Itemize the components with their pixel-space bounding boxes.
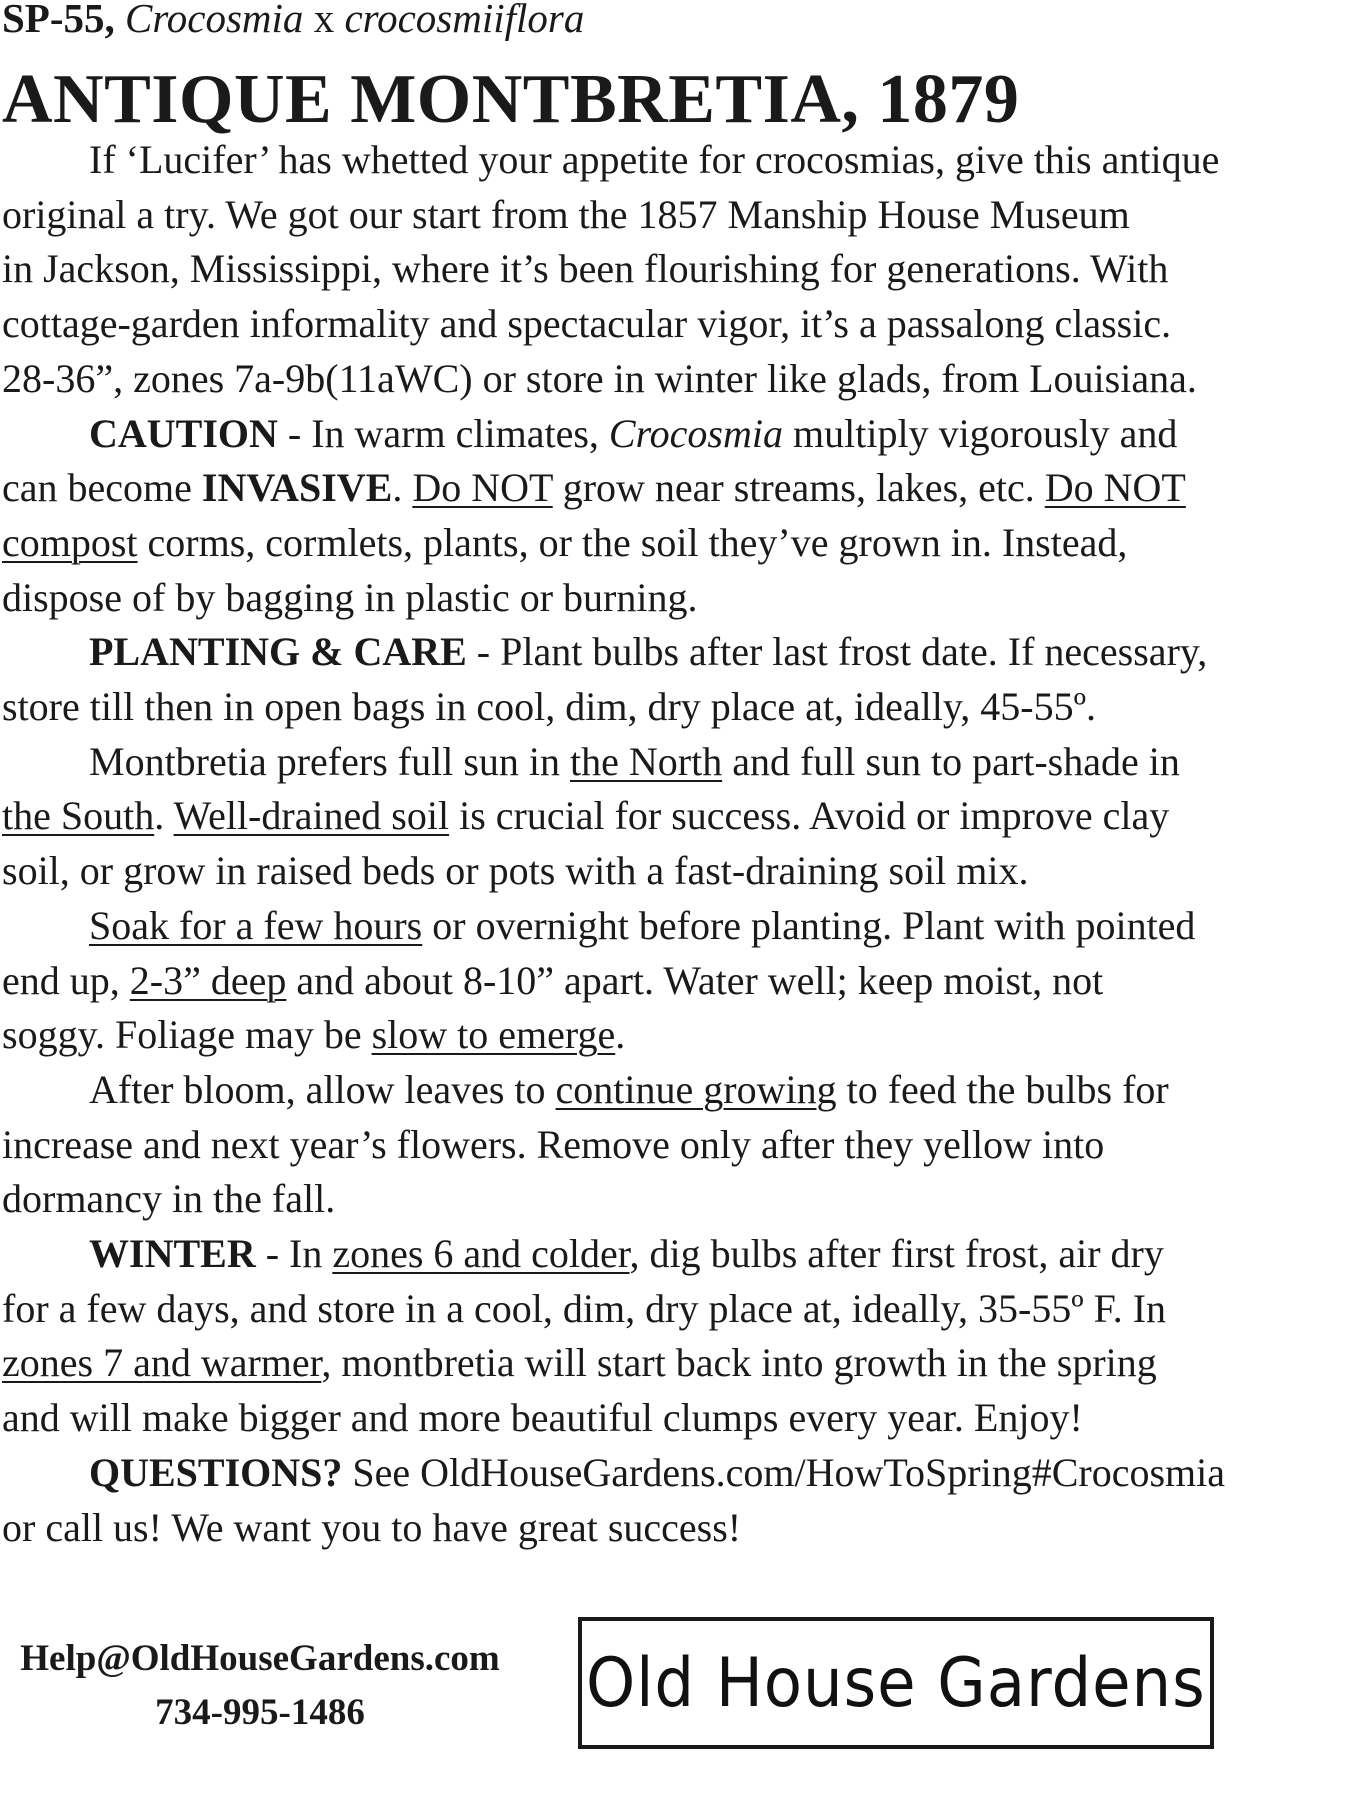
contact-block (0, 1632, 520, 1740)
text-run: , montbretia will start back into growth in the spring (321, 1340, 1157, 1386)
latin-genus: Crocosmia (125, 0, 304, 41)
winter-paragraph (2, 1227, 1292, 1446)
contact-email: Help@OldHouseGardens.com (20, 1638, 500, 1679)
text-line: store till then in open bags in cool, dim, dry place at, ideally, 45-55º. (2, 684, 1097, 730)
latin-hybrid-mark: x (313, 0, 335, 41)
text-line (2, 407, 1292, 462)
text-line: original a try. We got our start from the 1857 Manship House Museum (2, 191, 1130, 237)
well-drained-emphasis: Well-drained soil (173, 793, 450, 839)
text-run: Montbretia prefers full sun in (89, 738, 570, 784)
text-line (2, 789, 1292, 844)
help-url-text: See OldHouseGardens.com/HowToSpring#Crocosmia (342, 1449, 1226, 1495)
text-run: end up, (2, 957, 130, 1003)
text-line (2, 1008, 1292, 1063)
care-instructions (2, 133, 1292, 1555)
soak-emphasis: Soak for a few hours (89, 902, 423, 948)
text-run: - In warm climates, (277, 410, 609, 456)
text-line: soil, or grow in raised beds or pots with a fast-draining soil mix. (2, 848, 1029, 894)
depth-emphasis: 2-3” deep (129, 957, 287, 1003)
text-run: corms, cormlets, plants, or the soil they’ve grown in. Instead, (137, 519, 1128, 565)
text-run: is crucial for success. Avoid or improve clay (449, 793, 1170, 839)
text-run: . (615, 1012, 626, 1058)
text-line (2, 1063, 1292, 1118)
text-run: - Plant bulbs after last frost date. If necessary, (466, 629, 1208, 675)
text-line (2, 1336, 1292, 1391)
do-not-compost-emphasis: Do NOT (1044, 465, 1186, 511)
text-run: soggy. Foliage may be (2, 1012, 372, 1058)
brand-logo-box (578, 1617, 1214, 1749)
latin-species: crocosmiiflora (344, 0, 585, 41)
slow-emerge-emphasis: slow to emerge (371, 1012, 616, 1058)
text-line: 28-36”, zones 7a-9b(11aWC) or store in winter like glads, from Louisiana. (2, 355, 1197, 401)
text-line (2, 1446, 1292, 1501)
north-emphasis: the North (570, 738, 723, 784)
text-run: multiply vigorously and (783, 410, 1178, 456)
questions-paragraph (2, 1446, 1292, 1555)
do-not-grow-emphasis: Do NOT (412, 465, 553, 511)
contact-phone: 734-995-1486 (155, 1692, 365, 1733)
continue-growing-emphasis: continue growing (555, 1066, 837, 1112)
text-run: or overnight before planting. Plant with pointed (422, 902, 1196, 948)
text-line (2, 899, 1292, 954)
intro-paragraph (2, 133, 1292, 407)
text-run: , dig bulbs after first frost, air dry (629, 1231, 1164, 1277)
text-run: and full sun to part-shade in (722, 738, 1180, 784)
zones-cold-emphasis: zones 6 and colder (332, 1231, 630, 1277)
page-title: ANTIQUE MONTBRETIA, 1879 (2, 61, 1020, 138)
text-line: If ‘Lucifer’ has whetted your appetite for crocosmias, give this antique (89, 137, 1220, 182)
text-line (2, 954, 1292, 1009)
product-code: SP-55, (2, 0, 115, 41)
brand-logo-text: Old House Gardens (586, 1643, 1206, 1723)
text-run: to feed the bulbs for (836, 1066, 1169, 1112)
questions-label: QUESTIONS? (89, 1449, 343, 1495)
soak-paragraph (2, 899, 1292, 1063)
after-bloom-paragraph (2, 1063, 1292, 1227)
text-line (2, 1227, 1292, 1282)
text-line: cottage-garden informality and spectacular vigor, it’s a passalong classic. (2, 301, 1172, 347)
text-line: and will make bigger and more beautiful clumps every year. Enjoy! (2, 1395, 1083, 1441)
text-run: can become (2, 465, 202, 511)
sun-paragraph (2, 735, 1292, 899)
product-code-line (2, 0, 584, 42)
genus-italic: Crocosmia (608, 410, 783, 456)
text-run: . (392, 465, 413, 511)
text-line (2, 516, 1292, 571)
south-emphasis: the South (2, 793, 155, 839)
caution-label: CAUTION (89, 410, 278, 456)
text-run: grow near streams, lakes, etc. (552, 465, 1045, 511)
text-line (2, 625, 1292, 680)
text-run: - In (255, 1231, 333, 1277)
text-line: for a few days, and store in a cool, dim, dry place at, ideally, 35-55º F. In (2, 1285, 1167, 1331)
planting-label: PLANTING & CARE (89, 629, 467, 675)
invasive-warning: INVASIVE (201, 465, 393, 511)
text-line: dispose of by bagging in plastic or burning. (2, 574, 698, 620)
caution-paragraph (2, 407, 1292, 626)
text-line: or call us! We want you to have great success! (2, 1504, 742, 1550)
text-run: After bloom, allow leaves to (89, 1066, 556, 1112)
text-line (2, 461, 1292, 516)
text-line: dormancy in the fall. (2, 1176, 336, 1222)
winter-label: WINTER (89, 1231, 256, 1277)
zones-warm-emphasis: zones 7 and warmer (2, 1340, 322, 1386)
text-run: and about 8-10” apart. Water well; keep moist, not (286, 957, 1104, 1003)
text-run: . (154, 793, 174, 839)
text-line (2, 735, 1292, 790)
text-line: increase and next year’s flowers. Remove only after they yellow into (2, 1121, 1105, 1167)
compost-emphasis: compost (2, 519, 138, 565)
planting-paragraph (2, 625, 1292, 734)
text-line: in Jackson, Mississippi, where it’s been flourishing for generations. With (2, 246, 1169, 292)
